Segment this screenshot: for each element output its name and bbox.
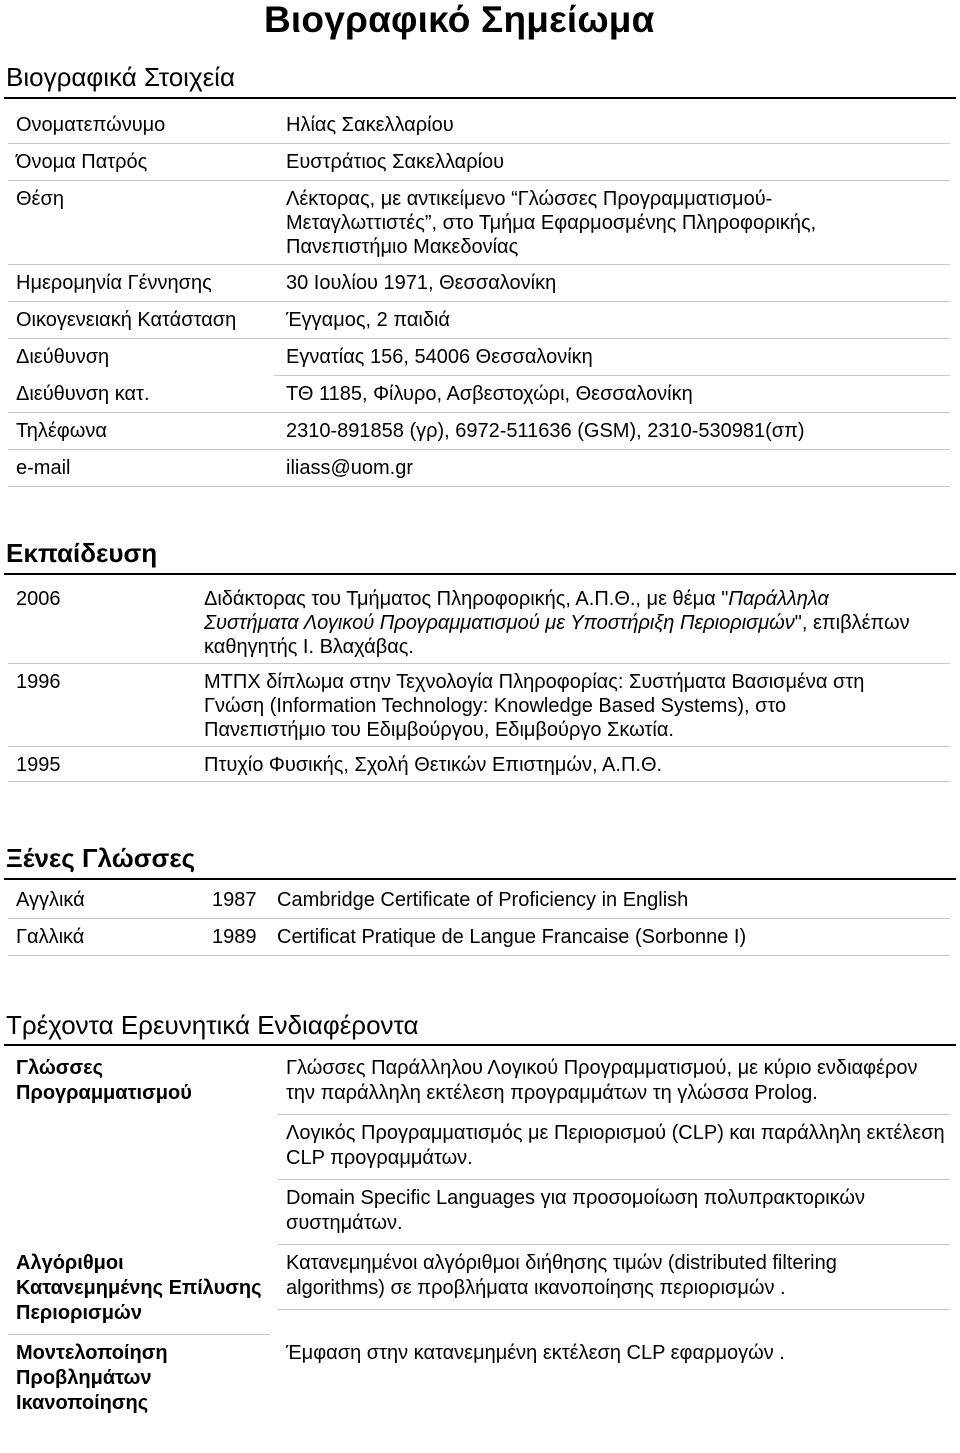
- education-year: 2006: [16, 588, 61, 610]
- personal-label: Όνομα Πατρός: [16, 151, 148, 173]
- languages-section-heading: Ξένες Γλώσσες: [6, 843, 196, 873]
- personal-value: Ευστράτιος Σακελλαρίου: [286, 151, 505, 173]
- personal-label: Θέση: [16, 188, 64, 210]
- personal-row: [8, 107, 950, 144]
- personal-value: Ηλίας Σακελλαρίου: [286, 114, 454, 136]
- education-row: [8, 747, 950, 782]
- personal-label: Ημερομηνία Γέννησης: [16, 272, 212, 294]
- personal-label: Διεύθυνση κατ.: [16, 383, 150, 405]
- personal-value: Έγγαμος, 2 παιδιά: [286, 309, 450, 331]
- research-topic: Γλώσσες Παράλληλου Λογικού Προγραμματισμού, με κύριο ενδιαφέρον την παράλληλη εκτέλεση προγραμμάτων τη γλώσσα Prolog.: [278, 1050, 950, 1115]
- research-topic: Κατανεμημένοι αλγόριθμοι διήθησης τιμών (distributed filtering algorithms) σε προβλήματα ικανοποίησης περιορισμών .: [278, 1245, 950, 1310]
- language-year: 1987: [212, 889, 257, 911]
- research-section-rule: [4, 1044, 956, 1046]
- personal-row: [8, 450, 950, 487]
- research-topic: Έμφαση στην κατανεμημένη εκτέλεση CLP εφαρμογών .: [286, 1342, 785, 1364]
- languages-section-rule: [4, 878, 956, 880]
- personal-row: [8, 302, 950, 339]
- education-section-rule: [4, 573, 956, 575]
- personal-section-rule: [4, 97, 956, 99]
- research-topics: [278, 1050, 950, 1245]
- personal-label: e-mail: [16, 457, 71, 479]
- research-area: Αλγόριθμοι Κατανεμημένης Επίλυσης Περιορισμών: [8, 1245, 270, 1335]
- research-topics: [278, 1335, 950, 1424]
- language-certificate: Certificat Pratique de Langue Francaise (Sorbonne I): [277, 926, 747, 948]
- research-area: Γλώσσες Προγραμματισμού: [16, 1057, 192, 1104]
- research-area: Μοντελοποίηση Προβλημάτων Ικανοποίησης: [16, 1342, 168, 1414]
- personal-label: Διεύθυνση: [16, 346, 110, 368]
- education-description-text: ΜΤΠΧ δίπλωμα στην Τεχνολογία Πληροφορίας: Συστήματα Βασισμένα στη Γνώση (Information Technology: Knowledge Based Systems), στο Πανεπιστήμιο του Εδιμβούργου, Εδιμβούργο Σκωτία.: [204, 671, 865, 741]
- language-row: [8, 882, 950, 919]
- personal-row: [8, 339, 950, 376]
- education-table: [8, 581, 950, 782]
- languages-table: [8, 882, 950, 956]
- language-certificate: Cambridge Certificate of Proficiency in English: [277, 889, 689, 911]
- thesis-title: Παράλληλα Συστήματα Λογικού Προγραμματισμού με Υποστήριξη Περιορισμών: [204, 588, 829, 634]
- education-description-text: Διδάκτορας του Τμήματος Πληροφορικής, Α.Π.Θ., με θέμα ": [204, 588, 729, 610]
- personal-value: 2310-891858 (γρ), 6972-511636 (GSM), 2310-530981(σπ): [286, 420, 805, 442]
- personal-row: [8, 144, 950, 181]
- language-year: 1989: [212, 926, 257, 948]
- personal-value: 30 Ιουλίου 1971, Θεσσαλονίκη: [286, 272, 557, 294]
- research-topic: Λογικός Προγραμματισμός με Περιορισμού (CLP) και παράλληλη εκτέλεση CLP προγραμμάτων.: [278, 1115, 950, 1180]
- research-group: [8, 1050, 950, 1245]
- research-section-heading: Τρέχοντα Ερευνητικά Ενδιαφέροντα: [6, 1010, 419, 1040]
- research-topic: Domain Specific Languages για προσομοίωση πολυπρακτορικών συστημάτων.: [278, 1180, 950, 1245]
- education-description-text: Πτυχίο Φυσικής, Σχολή Θετικών Επιστημών, Α.Π.Θ.: [204, 754, 663, 776]
- personal-row: [8, 181, 950, 265]
- document-title: Βιογραφικό Σημείωμα: [264, 0, 655, 40]
- personal-label: Οικογενειακή Κατάσταση: [16, 309, 237, 331]
- education-description: [204, 753, 950, 777]
- education-year: 1996: [16, 671, 61, 693]
- education-row: [8, 581, 950, 664]
- research-group: [8, 1245, 950, 1335]
- personal-value: Λέκτορας, με αντικείμενο “Γλώσσες Προγραμματισμού-Μεταγλωττιστές”, στο Τμήμα Εφαρμοσμένης Πληροφορικής, Πανεπιστήμιο Μακεδονίας: [286, 188, 817, 258]
- education-section-heading: Εκπαίδευση: [6, 538, 158, 568]
- personal-details-table: [8, 107, 950, 487]
- personal-label: Ονοματεπώνυμο: [16, 114, 166, 136]
- education-description-text: ", επιβλέπων καθηγητής Ι. Βλαχάβας.: [204, 612, 910, 658]
- research-table: [8, 1050, 950, 1424]
- education-year: 1995: [16, 754, 61, 776]
- education-description: [204, 670, 950, 742]
- personal-row: [8, 413, 950, 450]
- education-row: [8, 664, 950, 747]
- personal-value: ΤΘ 1185, Φίλυρο, Ασβεστοχώρι, Θεσσαλονίκη: [286, 383, 693, 405]
- personal-value: iliass@uom.gr: [286, 457, 414, 479]
- personal-section-heading: Βιογραφικά Στοιχεία: [6, 62, 235, 92]
- language-name: Γαλλικά: [16, 926, 85, 948]
- personal-value: Εγνατίας 156, 54006 Θεσσαλονίκη: [274, 345, 950, 376]
- research-group: [8, 1335, 950, 1424]
- personal-row: [8, 376, 950, 413]
- research-topics: [278, 1245, 950, 1335]
- personal-label: Τηλέφωνα: [16, 420, 107, 442]
- language-name: Αγγλικά: [16, 889, 85, 911]
- personal-row: [8, 265, 950, 302]
- language-row: [8, 919, 950, 956]
- education-description: [204, 587, 950, 659]
